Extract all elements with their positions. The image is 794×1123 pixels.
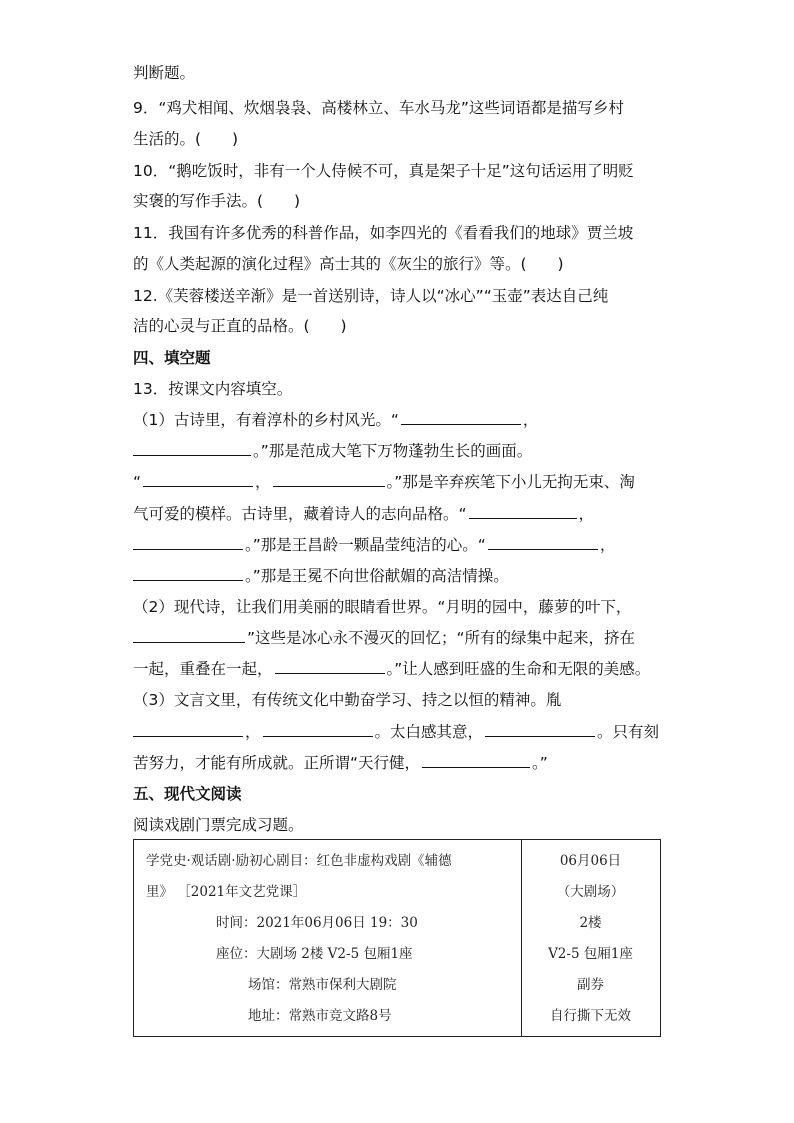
fill-line-2b <box>133 628 635 648</box>
answer-blank[interactable] <box>469 504 577 519</box>
text-segment: 。只有刻 <box>597 723 660 741</box>
stub-seat: V2-5 包厢1座 <box>548 946 633 962</box>
fill-line-3b <box>133 722 659 742</box>
ticket-time: 时间：2021年06月06日 19：30 <box>216 915 418 931</box>
answer-blank[interactable] <box>133 535 243 550</box>
text-segment: 苦努力，才能有所成就。正所谓“天行健， <box>133 754 421 772</box>
fill-line-1e <box>133 535 615 555</box>
text-segment: “ <box>133 473 142 491</box>
answer-blank[interactable] <box>422 753 530 768</box>
answer-blank[interactable] <box>143 472 253 487</box>
fill-line-3c <box>133 753 548 773</box>
stub-floor: 2楼 <box>579 915 602 931</box>
ticket-address: 地址：常熟市竞文路8号 <box>248 1008 392 1024</box>
question-9-cont: 生活的。( ) <box>133 130 239 148</box>
ticket-venue: 场馆：常熟市保利大剧院 <box>248 977 397 993</box>
question-11: 11．我国有许多优秀的科普作品，如李四光的《看看我们的地球》贾兰坡 <box>133 224 634 242</box>
stub-note: 自行撕下无效 <box>550 1008 631 1024</box>
fill-line-2c <box>133 659 650 679</box>
answer-blank[interactable] <box>133 628 245 643</box>
question-12: 12.《芙蓉楼送辛渐》是一首送别诗，诗人以“冰心”“玉壶”表达自己纯 <box>133 287 609 305</box>
fill-line-1c <box>133 472 635 492</box>
ticket-main <box>134 840 522 1036</box>
text-segment: ”这些是冰心永不漫灭的回忆；“所有的绿集中起来，挤在 <box>247 629 636 647</box>
text-segment: 气可爱的模样。古诗里，藏着诗人的志向品格。“ <box>133 505 467 523</box>
drama-ticket <box>133 839 661 1037</box>
stub-date: 06月06日 <box>559 853 622 869</box>
ticket-seat: 座位：大剧场 2楼 V2-5 包厢1座 <box>216 946 413 962</box>
question-10-cont: 实褒的写作手法。( ) <box>133 192 301 210</box>
text-segment: ， <box>522 411 539 429</box>
fill-line-1f <box>133 566 509 586</box>
answer-blank[interactable] <box>133 441 251 456</box>
stub-label: 副券 <box>577 977 604 993</box>
text-segment: ， <box>255 473 271 491</box>
fill-line-1b <box>133 441 532 461</box>
answer-blank[interactable] <box>273 472 385 487</box>
ticket-title-cont: 里》 ［2021年文艺党课］ <box>146 884 307 900</box>
ticket-title: 学党史·观话剧·励初心剧目：红色非虚构戏剧《辅德 <box>146 853 452 869</box>
text-segment: ， <box>578 505 595 523</box>
stub-hall: （大剧场） <box>556 884 625 900</box>
text-segment: ， <box>245 723 261 741</box>
text-segment: 。”那是王昌龄一颗晶莹纯洁的心。“ <box>245 536 486 554</box>
text-segment: ， <box>599 536 616 554</box>
text-segment: 。”那是范成大笔下万物蓬勃生长的画面。 <box>253 442 533 460</box>
fill-line-2a: （2）现代诗，让我们用美丽的眼睛看世界。“月明的园中，藤萝的叶下， <box>133 598 632 616</box>
text-segment: 一起，重叠在一起， <box>133 660 273 678</box>
fill-line-1d <box>133 504 594 524</box>
fill-line-1a <box>133 410 538 430</box>
answer-blank[interactable] <box>488 535 598 550</box>
section-heading-5: 五、现代文阅读 <box>133 785 242 803</box>
section-heading-4: 四、填空题 <box>133 349 211 367</box>
text-segment: 。”那是王冕不向世俗献媚的高洁情操。 <box>245 567 509 585</box>
question-12-cont: 洁的心灵与正直的品格。( ) <box>133 317 347 335</box>
answer-blank[interactable] <box>401 410 521 425</box>
answer-blank[interactable] <box>485 722 595 737</box>
text-segment: 。”那是辛弃疾笔下小儿无拘无束、淘 <box>386 473 635 491</box>
question-13: 13．按课文内容填空。 <box>133 380 293 398</box>
fill-line-3a: （3）文言文里，有传统文化中勤奋学习、持之以恒的精神。胤 <box>133 691 562 709</box>
text-segment: 。” <box>532 754 548 772</box>
text-segment: （1）古诗里，有着淳朴的乡村风光。“ <box>133 411 399 429</box>
question-10: 10．“鹅吃饭时，非有一个人侍候不可，真是架子十足”这句话运用了明贬 <box>133 162 634 180</box>
ticket-stub <box>521 840 660 1036</box>
answer-blank[interactable] <box>133 566 243 581</box>
question-9: 9．“鸡犬相闻、炊烟袅袅、高楼林立、车水马龙”这些词语都是描写乡村 <box>133 99 624 117</box>
answer-blank[interactable] <box>275 659 385 674</box>
answer-blank[interactable] <box>263 722 373 737</box>
text-segment: 。太白感其意， <box>374 723 484 741</box>
question-11-cont: 的《人类起源的演化过程》高士其的《灰尘的旅行》等。( ) <box>133 255 564 273</box>
answer-blank[interactable] <box>133 722 243 737</box>
reading-instruction: 阅读戏剧门票完成习题。 <box>133 816 304 834</box>
text-line: 判断题。 <box>133 64 196 82</box>
text-segment: 。”让人感到旺盛的生命和无限的美感。 <box>386 660 651 678</box>
